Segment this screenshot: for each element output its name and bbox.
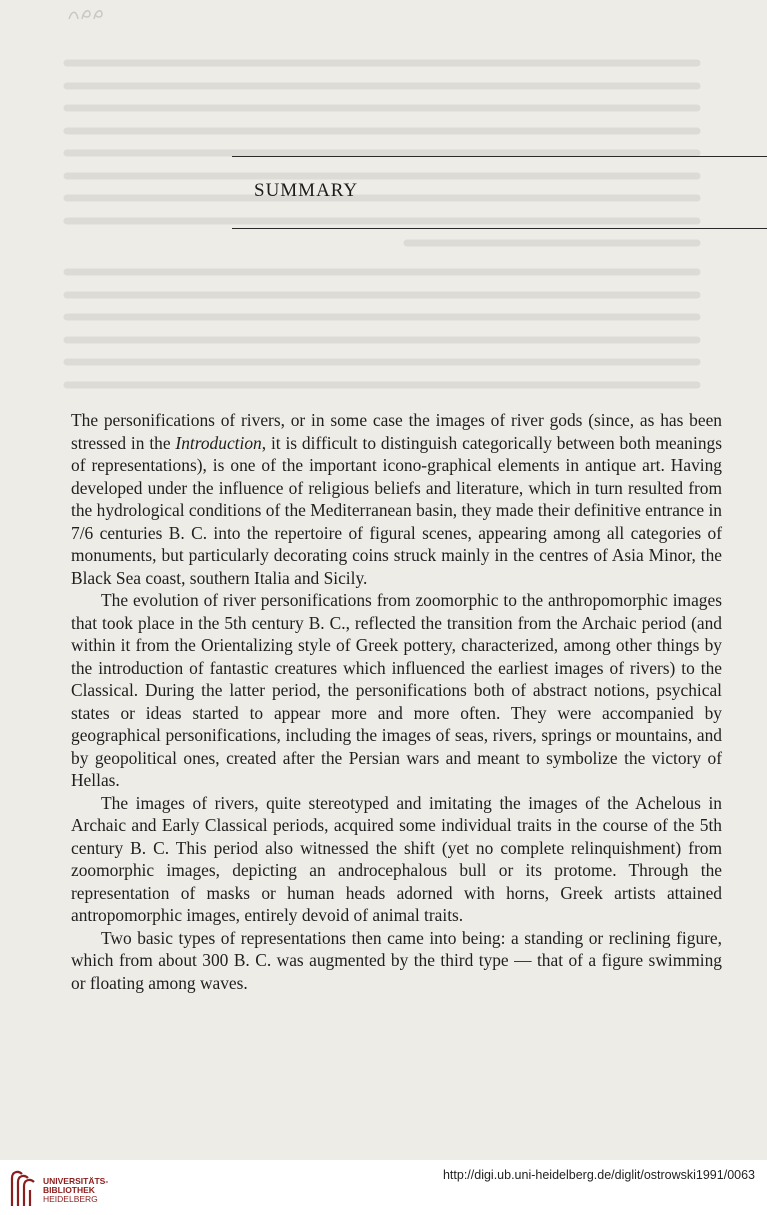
top-rule (232, 156, 767, 157)
paragraph-4: Two basic types of representations then came into being: a standing or reclining figure, which from about 300 B. C. was augmented by the third type — that of a figure swimming or floating among waves. (71, 927, 722, 993)
bleed-through-icon (0, 0, 767, 400)
library-name (43, 1177, 108, 1204)
library-name-line-3: HEIDELBERG (43, 1194, 98, 1204)
paragraph-3: The images of rivers, quite stereotyped and imitating the images of the Achelous in Archaic and Early Classical periods, acquired some individual traits in the course of the 5th century B. C. This period also witnessed the shift (yet no complete relinquishment) from zoomorphic images, depicting an androcephalous bull or its protome. Through the representation of masks or human heads adorned with horns, Greek artists attained antropomorphic images, entirely devoid of animal traits. (71, 792, 722, 925)
page-title: SUMMARY (254, 180, 359, 201)
paragraph-1 (71, 409, 722, 589)
page-number-ghost-icon (66, 6, 108, 22)
paragraph-1-post: , it is difficult to distinguish categorically between both meanings of representations), is one of the important icono-graphical elements in antique art. Having developed under the influence of religious beliefs and literature, which in turn resulted from the hydrological conditions of the Mediterranean basin, they made their definitive entrance in 7/6 centuries B. C. into the repertoire of figural scenes, appearing among all categories of monuments, but particularly decorating coins struck mainly in the centres of Asia Minor, the Black Sea coast, southern Italia and Sicily. (71, 432, 722, 588)
bleed-through-text (0, 0, 767, 400)
library-name-line-1: UNIVERSITÄTS- (43, 1176, 109, 1186)
faint-page-number (66, 6, 108, 27)
summary-body (71, 409, 722, 994)
paragraph-1-emphasis: Introduction (175, 432, 262, 453)
university-library-logo-icon (8, 1166, 38, 1210)
library-name-line-2: BIBLIOTHEK (43, 1185, 95, 1195)
paragraph-1-pre: The personifications of rivers, or in some case the images of river gods (since, as has been stressed in the (71, 410, 722, 453)
bottom-rule (232, 228, 767, 229)
source-url-link[interactable]: http://digi.ub.uni-heidelberg.de/diglit/ostrowski1991/0063 (442, 1168, 755, 1182)
footer-bar (0, 1160, 767, 1215)
paragraph-2: The evolution of river personifications from zoomorphic to the anthropomorphic images that took place in the 5th century B. C., reflected the transition from the Archaic period (and within it from the Orientalizing style of Greek pottery, characterized, among other things by the introduction of fantastic creatures which influenced the earliest images of rivers) to the Classical. During the latter period, the personifications both of abstract notions, psychical states or ideas started to appear more and more often. They were accompanied by geographical personifications, including the images of seas, rivers, springs or mountains, and by geopolitical ones, created after the Persian wars and meant to symbolize the victory of Hellas. (71, 590, 722, 790)
